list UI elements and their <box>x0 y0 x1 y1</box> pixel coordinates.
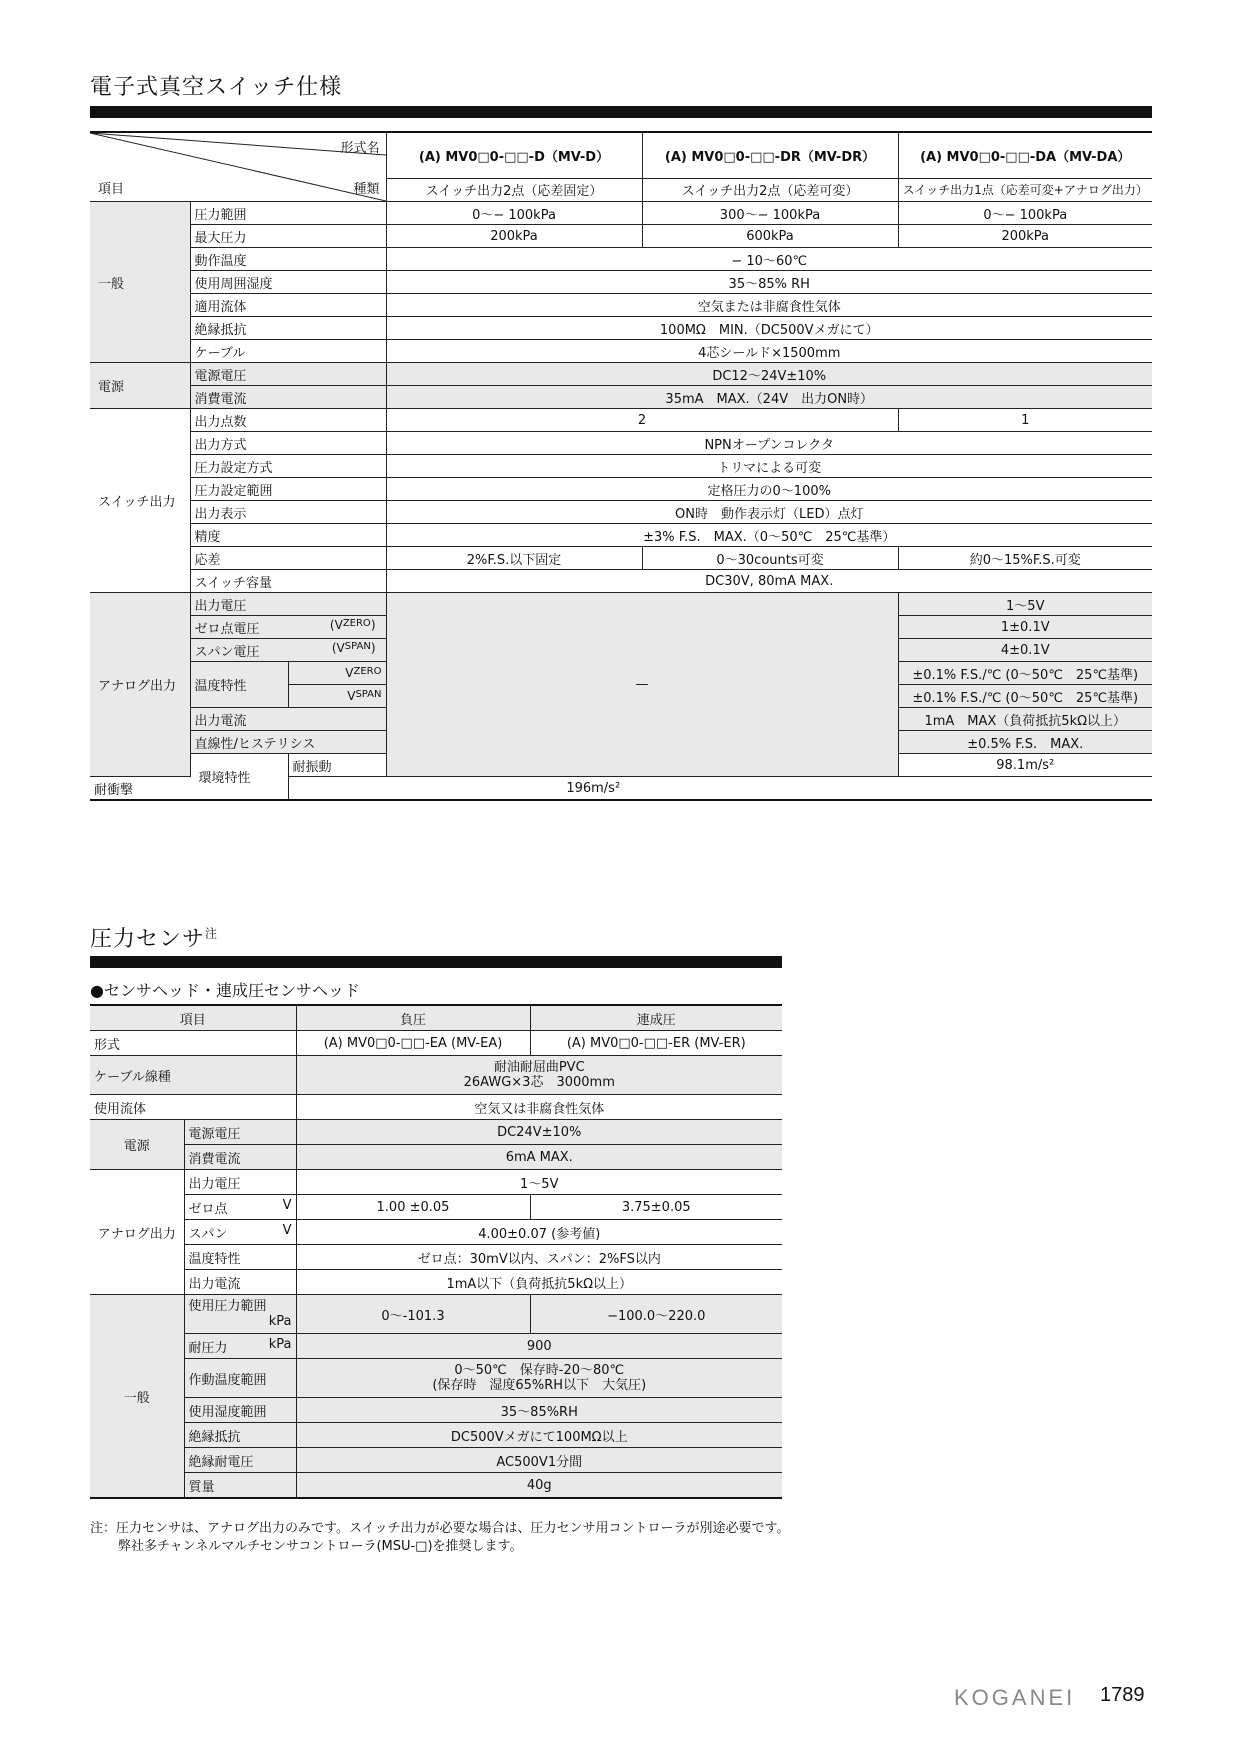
cable-line2: 26AWG×3芯 3000mm <box>463 1075 615 1090</box>
group-env: 環境特性 <box>190 754 288 801</box>
value: 定格圧力の0〜100% <box>386 478 1152 501</box>
value: 約0〜15%F.S.可変 <box>898 547 1152 570</box>
label-an-voltage: 出力電圧 <box>190 593 386 616</box>
span-v-sym: (V <box>331 640 345 655</box>
value: 1.00 ±0.05 <box>296 1195 530 1220</box>
value: 35mA MAX.（24V 出力ON時） <box>386 386 1152 409</box>
label-out-current: 出力電流 <box>184 1270 296 1295</box>
value: DC12〜24V±10% <box>386 363 1152 386</box>
model-label: 形式名 <box>340 141 380 156</box>
model-d: (A) MV0□0-□□-D（MV-D） <box>386 132 642 178</box>
head-comp: 連成圧 <box>530 1005 782 1031</box>
value: 0〜− 100kPa <box>386 202 642 225</box>
label-temp-char: 温度特性 <box>190 662 288 708</box>
value: 1〜5V <box>898 593 1152 616</box>
title-bar <box>90 106 1152 118</box>
value: 35〜85%RH <box>296 1398 782 1423</box>
label-set-range: 圧力設定範囲 <box>190 478 386 501</box>
label-max-pressure: 最大圧力 <box>190 225 386 248</box>
value: 2%F.S.以下固定 <box>386 547 642 570</box>
value: 1±0.1V <box>898 616 1152 639</box>
label-hysteresis: 応差 <box>190 547 386 570</box>
value: 空気または非腐食性気体 <box>386 294 1152 317</box>
value: 600kPa <box>642 225 898 248</box>
label-op-temp: 動作温度 <box>190 248 386 271</box>
value: DC30V, 80mA MAX. <box>386 570 1152 593</box>
value: 40g <box>296 1473 782 1499</box>
item-label: 項目 <box>98 182 125 197</box>
label-supply-v: 電源電圧 <box>190 363 386 386</box>
label-an-current: 出力電流 <box>190 708 386 731</box>
value: ±0.5% F.S. MAX. <box>898 731 1152 754</box>
value: 200kPa <box>898 225 1152 248</box>
group-power: 電源 <box>90 363 190 409</box>
label-set-method: 圧力設定方式 <box>190 455 386 478</box>
label-mass: 質量 <box>184 1473 296 1499</box>
spec-table <box>90 131 1152 801</box>
value: 100MΩ MIN.（DC500Vメガにて） <box>386 317 1152 340</box>
note-line1: 注：圧力センサは、アナログ出力のみです。スイッチ出力が必要な場合は、圧力センサ用コントローラが別途必要です。 <box>90 1521 790 1536</box>
label-zero: ゼロ点 V <box>184 1195 296 1220</box>
value: 2 <box>386 409 898 432</box>
value: 3.75±0.05 <box>530 1195 782 1220</box>
value <box>296 1359 782 1398</box>
group-switch-out: スイッチ出力 <box>90 409 190 593</box>
op-temp-line2: (保存時 湿度65%RH以下 大気圧) <box>432 1378 647 1393</box>
header-corner <box>90 132 386 202</box>
span-v-text: スパン電圧 <box>194 644 260 660</box>
span-v-close: ) <box>370 640 376 655</box>
value: DC500Vメガにて100MΩ以上 <box>296 1423 782 1448</box>
sensor-bar <box>90 956 782 968</box>
label-insulation: 絶縁抵抗 <box>190 317 386 340</box>
value: − 10〜60℃ <box>386 248 1152 271</box>
spec-title: 電子式真空スイッチ仕様 <box>90 75 343 100</box>
zero-v-text: ゼロ点電圧 <box>194 621 260 637</box>
title-note: 注 <box>205 926 219 941</box>
zero-v-sub: ZERO <box>342 617 371 629</box>
label-span-v <box>190 639 386 662</box>
value: 1〜5V <box>296 1170 782 1195</box>
cable-line1: 耐油耐屈曲PVC <box>493 1060 585 1075</box>
value: 35〜85% RH <box>386 271 1152 294</box>
value: 6mA MAX. <box>296 1145 782 1170</box>
label-use-pressure: 使用圧力範囲 kPa <box>184 1295 296 1334</box>
value: ±3% F.S. MAX.（0〜50℃ 25℃基準） <box>386 524 1152 547</box>
label-supply-v: 電源電圧 <box>184 1120 296 1145</box>
value: 196m/s² <box>288 777 898 801</box>
value: AC500V1分間 <box>296 1448 782 1473</box>
analog-dash: — <box>386 593 898 777</box>
type-label: 種類 <box>353 182 380 197</box>
header-row <box>90 132 1152 178</box>
model-da: (A) MV0□0-□□-DA（MV-DA） <box>898 132 1152 178</box>
group-analog-out: アナログ出力 <box>90 593 190 777</box>
label-out-display: 出力表示 <box>190 501 386 524</box>
label-fluid: 使用流体 <box>90 1095 296 1120</box>
zero-v-close: ) <box>370 617 376 632</box>
group-analog: アナログ出力 <box>90 1170 184 1295</box>
value: 1mA MAX（負荷抵抗5kΩ以上） <box>898 708 1152 731</box>
value: −100.0〜220.0 <box>530 1295 782 1334</box>
value: 98.1m/s² <box>898 754 1152 777</box>
value: 0〜30counts可変 <box>642 547 898 570</box>
value: 900 <box>296 1334 782 1359</box>
temp-char-span: $V^{SPAN}$ <box>288 685 386 708</box>
label-accuracy: 精度 <box>190 524 386 547</box>
value: (A) MV0□0-□□-EA (MV-EA) <box>296 1031 530 1056</box>
type-da: スイッチ出力1点（応差可変+アナログ出力） <box>898 178 1152 201</box>
label-out-method: 出力方式 <box>190 432 386 455</box>
label-temp-char: 温度特性 <box>184 1245 296 1270</box>
value: DC24V±10% <box>296 1120 782 1145</box>
label-withstand: 絶縁耐電圧 <box>184 1448 296 1473</box>
value: ±0.1% F.S./℃ (0〜50℃ 25℃基準) <box>898 685 1152 708</box>
label-out-points: 出力点数 <box>190 409 386 432</box>
value: 4芯シールド×1500mm <box>386 340 1152 363</box>
op-temp-line1: 0〜50℃ 保存時-20〜80℃ <box>454 1363 625 1378</box>
group-general: 一般 <box>90 202 190 363</box>
label-consumption: 消費電流 <box>190 386 386 409</box>
group-power: 電源 <box>90 1120 184 1170</box>
label-vibration: 耐振動 <box>288 754 642 777</box>
label-model: 形式 <box>90 1031 296 1056</box>
label-op-temp: 作動温度範囲 <box>184 1359 296 1398</box>
label-shock: 耐衝撃 <box>90 777 288 801</box>
sensor-title: 圧力センサ$^注$ <box>90 926 219 952</box>
head-item: 項目 <box>90 1005 296 1031</box>
value: NPNオープンコレクタ <box>386 432 1152 455</box>
model-dr: (A) MV0□0-□□-DR（MV-DR） <box>642 132 898 178</box>
label-humidity: 使用周囲湿度 <box>190 271 386 294</box>
label-sw-capacity: スイッチ容量 <box>190 570 386 593</box>
sensor-table <box>90 1004 782 1499</box>
label-proof: 耐圧力 kPa <box>184 1334 296 1359</box>
temp-char-zero: $V^{ZERO}$ <box>288 662 386 685</box>
head-neg: 負圧 <box>296 1005 530 1031</box>
value: ON時 動作表示灯（LED）点灯 <box>386 501 1152 524</box>
value: 4±0.1V <box>898 639 1152 662</box>
label-fluid: 適用流体 <box>190 294 386 317</box>
label-consumption: 消費電流 <box>184 1145 296 1170</box>
brand-logo: KOGANEI <box>954 1685 1076 1710</box>
page-number: 1789 <box>1100 1684 1145 1706</box>
label-insulation: 絶縁抵抗 <box>184 1423 296 1448</box>
label-zero-v <box>190 616 386 639</box>
value <box>296 1056 782 1095</box>
zero-v-sym: (V <box>329 617 343 632</box>
value: (A) MV0□0-□□-ER (MV-ER) <box>530 1031 782 1056</box>
sensor-subhead: ●センサヘッド・連成圧センサヘッド <box>90 981 360 1000</box>
group-general: 一般 <box>90 1295 184 1499</box>
value: トリマによる可変 <box>386 455 1152 478</box>
label-pressure-range: 圧力範囲 <box>190 202 386 225</box>
type-d: スイッチ出力2点（応差固定） <box>386 178 642 201</box>
label-span: スパン V <box>184 1220 296 1245</box>
value: 1 <box>898 409 1152 432</box>
label-cable: ケーブル <box>190 340 386 363</box>
value: ±0.1% F.S./℃ (0〜50℃ 25℃基準) <box>898 662 1152 685</box>
value: 1mA以下（負荷抵抗5kΩ以上） <box>296 1270 782 1295</box>
label-humidity: 使用湿度範囲 <box>184 1398 296 1423</box>
label-cable: ケーブル線種 <box>90 1056 296 1095</box>
value: 4.00±0.07 (参考値) <box>296 1220 782 1245</box>
span-v-sub: SPAN <box>344 640 371 652</box>
value: 0〜− 100kPa <box>898 202 1152 225</box>
label-out-v: 出力電圧 <box>184 1170 296 1195</box>
footnote <box>90 1520 789 1556</box>
type-dr: スイッチ出力2点（応差可変） <box>642 178 898 201</box>
value: 300〜− 100kPa <box>642 202 898 225</box>
note-line2: 弊社多チャンネルマルチセンサコントローラ(MSU-□)を推奨します。 <box>118 1539 523 1554</box>
value: ゼロ点：30mV以内、スパン：2%FS以内 <box>296 1245 782 1270</box>
label-linearity: 直線性/ヒステリシス <box>190 731 386 754</box>
value: 0〜-101.3 <box>296 1295 530 1334</box>
value: 200kPa <box>386 225 642 248</box>
value: 空気又は非腐食性気体 <box>296 1095 782 1120</box>
